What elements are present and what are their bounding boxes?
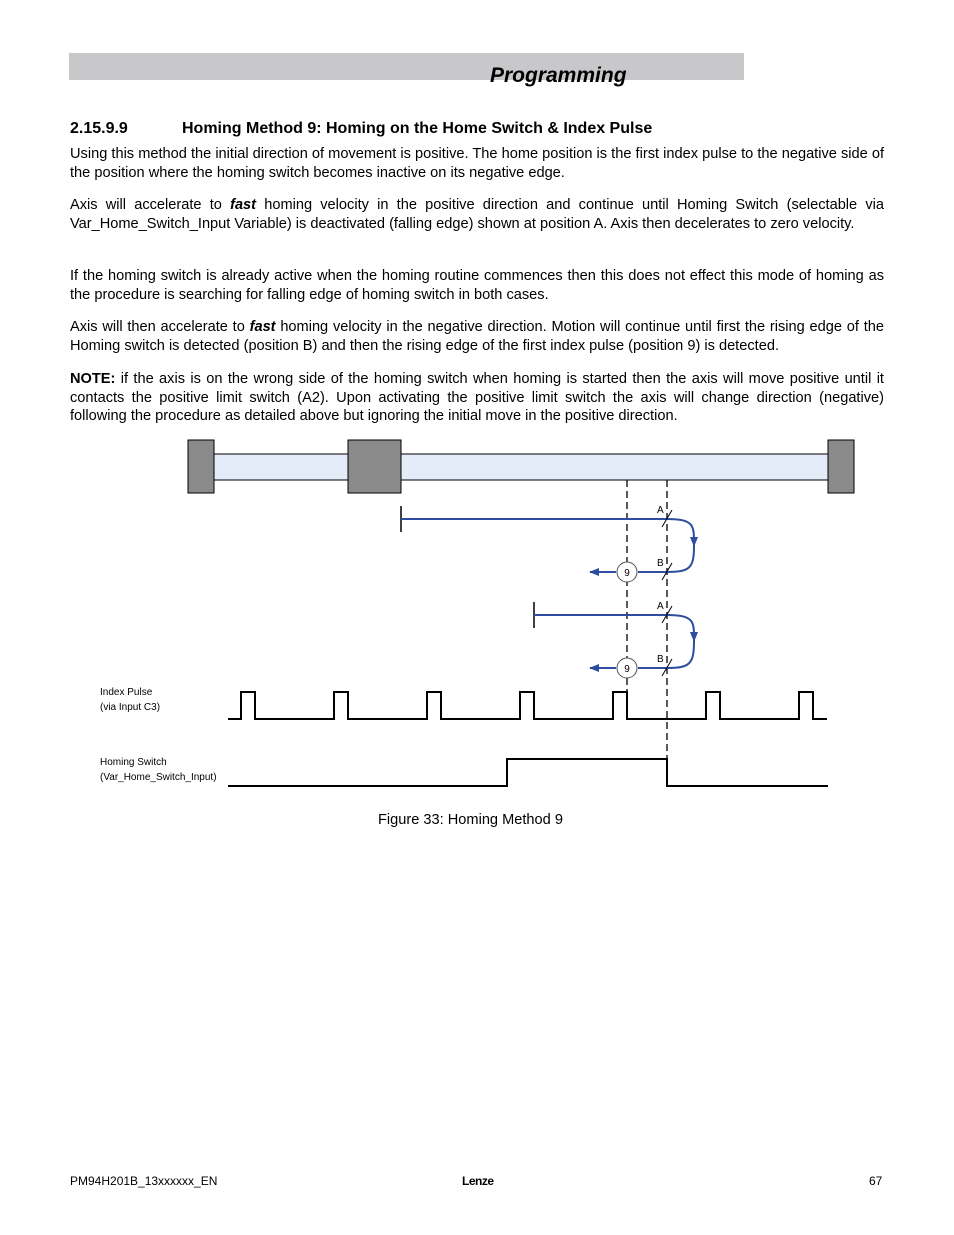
- page-title: Programming: [490, 64, 627, 87]
- footer-doc-id: PM94H201B_13xxxxxx_EN: [70, 1174, 218, 1188]
- paragraph-2-text-a: Axis will accelerate to: [70, 197, 231, 213]
- positive-limit-block: [828, 440, 854, 493]
- index-pulse-signal: [228, 692, 827, 719]
- axis-track: [214, 454, 828, 480]
- homing-switch-signal: [228, 759, 828, 786]
- path-2-return: [638, 641, 694, 668]
- paragraph-4-emphasis: fast: [249, 319, 276, 335]
- section-title: Homing Method 9: Homing on the Home Switch & Index Pulse: [182, 120, 653, 137]
- note-text: if the axis is on the wrong side of the homing switch when homing is started then the axis will move positive until it contacts the positive limit switch (A2). Upon activating the positive limit switch the axis will change direction (negative) following the procedure as detailed above but ignoring the initial move in the positive direction.: [70, 371, 884, 425]
- paragraph-1: Using this method the initial direction of movement is positive. The home position is the first index pulse to the negative side of the position where the homing switch becomes inactive on its negative edge.: [70, 146, 884, 181]
- index-pulse-label: Index Pulse: [100, 687, 153, 698]
- footer-brand: Lenze: [462, 1174, 494, 1188]
- path-1-label-b: B: [657, 558, 664, 569]
- note-paragraph: [70, 370, 884, 426]
- paragraph-4-text-a: Axis will then accelerate to: [70, 319, 250, 335]
- path-2-label-a: A: [657, 601, 664, 612]
- index-pulse-sublabel: (via Input C3): [100, 702, 161, 713]
- path-1-home-label: 9: [624, 568, 630, 579]
- header-bar: [69, 53, 744, 80]
- path-2-positive-move: [534, 615, 694, 641]
- footer-page-number: 67: [869, 1174, 883, 1188]
- paragraph-2-text-b: homing velocity in the positive direction and continue until Homing Switch (selectable via Var_Home_Switch_Input Variable) is deactivated (falling edge) shown at position A. Axis then decelerates to zero velocity.: [70, 197, 885, 232]
- paragraph-2: [70, 196, 884, 233]
- path-1-return: [638, 546, 694, 572]
- paragraph-3: If the homing switch is already active when the homing routine commences then this does not effect this mode of homing as the procedure is searching for falling edge of homing switch in both cases.: [70, 268, 884, 303]
- path-2-home-label: 9: [624, 664, 630, 675]
- homing-switch-sublabel: (Var_Home_Switch_Input): [100, 772, 217, 783]
- section-heading: [70, 120, 652, 138]
- note-label: NOTE:: [70, 371, 116, 387]
- homing-diagram: [0, 430, 954, 800]
- path-1-label-a: A: [657, 505, 664, 516]
- path-1-positive-move: [401, 519, 694, 546]
- paragraph-4: [70, 318, 884, 355]
- negative-limit-block: [188, 440, 214, 493]
- paragraph-4-text-b: homing velocity in the negative direction. Motion will continue until first the rising edge of the Homing switch is detected (position B) and then the rising edge of the first index pulse (position 9) is detected.: [70, 319, 884, 354]
- home-switch-block: [348, 440, 401, 493]
- paragraph-2-emphasis: fast: [230, 197, 257, 213]
- section-number: 2.15.9.9: [70, 120, 128, 137]
- figure-caption: Figure 33: Homing Method 9: [378, 812, 563, 828]
- path-2-label-b: B: [657, 654, 664, 665]
- homing-switch-label: Homing Switch: [100, 757, 167, 768]
